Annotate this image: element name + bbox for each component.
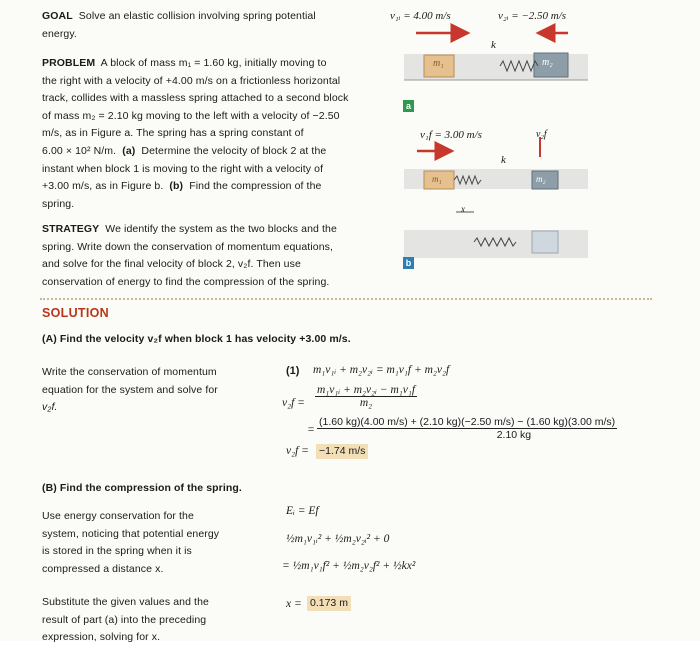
problem-line: A block of mass m₁ = 1.60 kg, initially moving to bbox=[100, 57, 327, 69]
equation-number: (1) bbox=[286, 365, 300, 377]
v2f-result: −1.74 m/s bbox=[316, 444, 368, 459]
part-a-description bbox=[42, 364, 262, 417]
problem-line: +3.00 m/s, as in Figure b. bbox=[42, 180, 164, 193]
v2f-denominator: m₂ bbox=[359, 397, 373, 409]
section-divider bbox=[40, 298, 652, 300]
energy-conservation: Eᵢ = Ef bbox=[286, 505, 319, 517]
momentum-equation: m₁v₁ᵢ + m₂v₂ᵢ = m₁v₁f + m₂v₂f bbox=[313, 364, 450, 376]
x-lhs: x = bbox=[286, 598, 302, 610]
energy-final: = ½m₁v₁f² + ½m₂v₂f² + ½kx² bbox=[282, 560, 416, 572]
desc-line: compressed a distance x. bbox=[42, 562, 164, 575]
v2f-fraction bbox=[315, 384, 417, 409]
part-b-description bbox=[42, 508, 262, 578]
problem-line: of mass m₂ = 2.10 kg moving to the left with a velocity of −2.50 bbox=[42, 109, 340, 122]
problem-line: Find the compression of the bbox=[189, 180, 322, 193]
figure-b-tag: b bbox=[405, 258, 412, 268]
substitution-description bbox=[42, 594, 262, 647]
v2i-label: v₂ᵢ = −2.50 m/s bbox=[498, 10, 567, 22]
goal-block bbox=[42, 8, 372, 43]
result-lhs: v₂f = bbox=[286, 445, 309, 457]
spring-k-label-b: k bbox=[501, 154, 506, 166]
part-a-marker: (a) bbox=[122, 144, 136, 157]
v2f-numerator: m₁v₁ᵢ + m₂v₂ᵢ − m₁v₁f bbox=[317, 384, 416, 396]
block-m2-c bbox=[532, 231, 558, 253]
part-b-heading: (B) Find the compression of the spring. bbox=[42, 482, 242, 494]
problem-line: 6.00 × 10² N/m. bbox=[42, 144, 117, 157]
desc-line: system, noticing that potential energy bbox=[42, 527, 220, 540]
strategy-label: STRATEGY bbox=[42, 223, 100, 235]
m2-label: m₂ bbox=[542, 57, 553, 68]
part-b-marker: (b) bbox=[169, 180, 184, 193]
solution-heading: SOLUTION bbox=[42, 306, 109, 320]
equals-sign: = bbox=[307, 424, 315, 436]
problem-line: Determine the velocity of block 2 at the bbox=[141, 144, 327, 157]
strategy-block bbox=[42, 221, 387, 291]
goal-label: GOAL bbox=[42, 10, 73, 22]
desc-line: Write the conservation of momentum bbox=[42, 366, 217, 378]
energy-initial: ½m₁v₁ᵢ² + ½m₂v₂ᵢ² + 0 bbox=[286, 533, 390, 545]
problem-line: m/s, as in Figure a. The spring has a spring constant of bbox=[42, 127, 304, 140]
figure bbox=[390, 6, 600, 276]
desc-line: Substitute the given values and the bbox=[42, 596, 209, 608]
x-label: x bbox=[461, 204, 465, 214]
strategy-line: conservation of energy to find the compression of the spring. bbox=[42, 275, 330, 288]
m1-label: m₁ bbox=[433, 58, 444, 69]
figure-a-tag: a bbox=[405, 101, 411, 111]
problem-line: spring. bbox=[42, 197, 75, 210]
desc-line: expression, solving for x. bbox=[42, 631, 161, 644]
substitution-numerator: (1.60 kg)(4.00 m/s) + (2.10 kg)(−2.50 m/s) − (1.60 kg)(3.00 m/s) bbox=[319, 416, 616, 428]
desc-line: result of part (a) into the preceding bbox=[42, 613, 207, 626]
desc-line: equation for the system and solve for bbox=[42, 383, 218, 396]
desc-line: is stored in the spring when it is bbox=[42, 545, 192, 558]
problem-line: instant when block 1 is moving to the right with a velocity of bbox=[42, 162, 324, 175]
goal-text-2: energy. bbox=[42, 27, 77, 40]
m1-label-b: m₁ bbox=[432, 174, 442, 184]
desc-line: Use energy conservation for the bbox=[42, 510, 194, 522]
substitution-fraction bbox=[317, 416, 617, 441]
strategy-line: We identify the system as the two blocks and the bbox=[105, 223, 337, 235]
problem-block bbox=[42, 55, 387, 213]
problem-line: the right with a velocity of +4.00 m/s on a frictionless horizontal bbox=[42, 74, 341, 87]
problem-line: track, collides with a massless spring attached to a second block bbox=[42, 92, 349, 105]
strategy-line: spring. Write down the conservation of momentum equations, bbox=[42, 240, 334, 253]
part-a-heading: (A) Find the velocity v₂f when block 1 has velocity +3.00 m/s. bbox=[42, 333, 351, 345]
m2-label-b: m₂ bbox=[536, 174, 546, 184]
strategy-line: and solve for the final velocity of block 2, v₂f. Then use bbox=[42, 258, 301, 271]
desc-line: v₂f. bbox=[42, 401, 58, 414]
v2f-label: v₂f bbox=[536, 129, 547, 140]
v2f-lhs: v₂f = bbox=[282, 397, 305, 409]
problem-label: PROBLEM bbox=[42, 57, 96, 69]
v1f-label: v₁f = 3.00 m/s bbox=[420, 129, 482, 141]
v1i-label: v₁ᵢ = 4.00 m/s bbox=[390, 10, 451, 22]
spring-k-label: k bbox=[491, 39, 496, 51]
compression-result: 0.173 m bbox=[307, 596, 351, 611]
goal-text: Solve an elastic collision involving spring potential bbox=[78, 10, 316, 22]
substitution-denominator: 2.10 kg bbox=[496, 429, 532, 441]
